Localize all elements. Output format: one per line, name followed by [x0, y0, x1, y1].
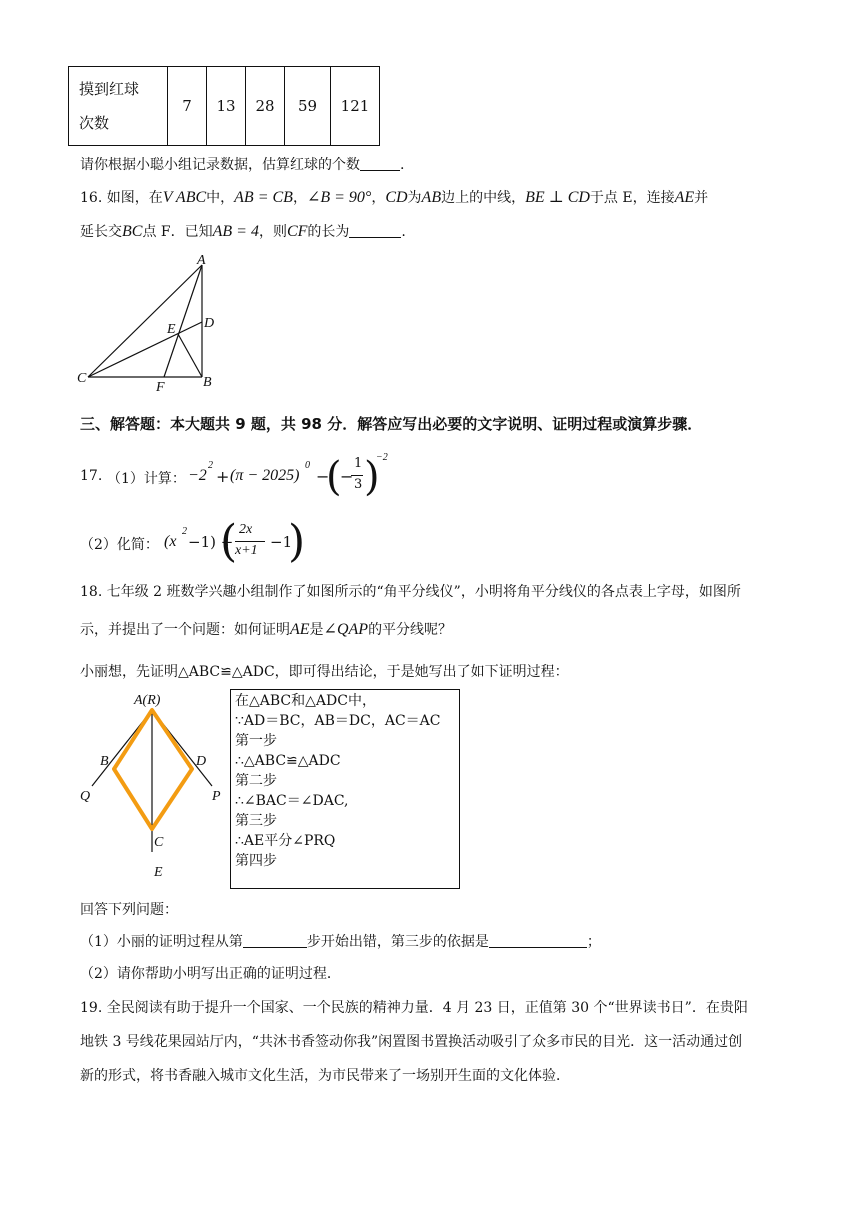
math-exponent: 2	[208, 460, 213, 471]
fraction-denominator: 3	[354, 477, 363, 492]
q18-line1	[80, 582, 741, 602]
section-heading: 三、解答题：本大题共 9 题，共 98 分．解答应写出必要的文字说明、证明过程或演算步骤．	[80, 415, 703, 433]
math-expr: CF	[286, 223, 308, 240]
orange-rhombus	[114, 710, 192, 829]
proof-line: 第三步	[235, 813, 277, 829]
proof-line: 第一步	[235, 733, 277, 749]
label-a: A	[197, 253, 206, 268]
math-expr: AB	[421, 189, 442, 206]
question-number: 16.	[80, 190, 103, 206]
q17-label: （1）计算：	[107, 471, 186, 487]
answer-intro: 回答下列问题：	[80, 902, 178, 918]
q19-line2: 地铁 3 号线花果园站厅内，“共沐书香签动你我”闲置图书置换活动吸引了众多市民的目光．这一活动通过创	[80, 1034, 743, 1050]
row-label-line1: 摸到红球	[79, 80, 140, 98]
label-q: Q	[80, 789, 91, 804]
table-cell: 7	[168, 67, 207, 146]
math-triangle: V ABC	[162, 189, 207, 206]
q19-text: 全民阅读有助于提升一个国家、一个民族的精神力量．4 月 23 日，正值第 30 个“世界读书日”．在贵阳	[106, 1000, 748, 1016]
q19-line3: 新的形式，将书香融入城市文化生活，为市民带来了一场别开生面的文化体验．	[80, 1068, 570, 1084]
label-b: B	[203, 375, 212, 390]
q18-sub1	[80, 932, 601, 952]
table-cell: 121	[331, 67, 380, 146]
q18-text: 七年级 2 班数学兴趣小组制作了如图所示的“角平分线仪”，小明将角平分线仪的各点表上字母，如图所	[106, 584, 741, 600]
q18-line3: 小丽想，先证明△ABC≌△ADC，即可得出结论，于是她写出了如下证明过程：	[80, 664, 569, 680]
fraction-denominator: x+1	[235, 543, 258, 558]
q18-text: 是	[309, 622, 324, 638]
answer-blank	[360, 156, 400, 171]
proof-line: 第四步	[235, 853, 277, 869]
answer-blank	[349, 223, 401, 238]
math-operator: +	[216, 467, 230, 486]
q16-line2	[80, 222, 406, 242]
math-exponent: 2	[182, 526, 187, 537]
proof-line: ∴∠BAC＝∠DAC,	[235, 793, 349, 809]
answer-blank	[489, 933, 587, 948]
fraction-numerator: 1	[354, 456, 363, 471]
label-b: B	[100, 754, 109, 769]
q19-line1	[80, 998, 748, 1018]
q16-text: 中，	[206, 190, 235, 206]
q16-text: 点 F．已知	[142, 224, 213, 240]
q16-text: ，	[292, 190, 307, 206]
q18-text: 步开始出错，第三步的依据是	[306, 934, 489, 950]
q16-text: 的长为	[307, 224, 350, 240]
q17-part1	[80, 452, 388, 502]
math-operator: −	[340, 467, 354, 486]
math-expr: (π − 2025)	[230, 467, 300, 484]
paren-left: (	[326, 454, 342, 500]
q15-end: .	[400, 157, 405, 173]
row-label-line2: 次数	[79, 114, 110, 132]
q16-text: 边上的中线，	[441, 190, 526, 206]
q16-text: 并	[694, 190, 709, 206]
q15-sentence: 请你根据小聪小组记录数据，估算红球的个数	[80, 157, 360, 173]
label-f: F	[156, 380, 165, 395]
math-expr: BC	[122, 223, 143, 240]
row-header-cell	[69, 67, 168, 146]
q16-text: ，则	[258, 224, 287, 240]
math-expr: −1	[270, 533, 293, 551]
label-c: C	[154, 835, 164, 850]
label-c: C	[77, 371, 87, 386]
proof-line: ∴AE平分∠PRQ	[235, 833, 336, 849]
fraction-bar	[351, 475, 363, 476]
math-expr: ∠QAP	[323, 621, 369, 638]
red-ball-count-table	[68, 66, 380, 146]
q18-text: （1）小丽的证明过程从第	[80, 934, 243, 950]
table-row	[69, 67, 380, 146]
label-d: D	[204, 316, 215, 331]
table-cell: 13	[207, 67, 246, 146]
question-number: 19.	[80, 1000, 103, 1016]
paren-left: (	[220, 516, 238, 567]
q18-text: 的平分线呢？	[368, 622, 453, 638]
proof-box	[230, 689, 460, 889]
q17-part2	[80, 516, 380, 567]
table-cell: 28	[246, 67, 285, 146]
q16-text: 延长交	[80, 224, 122, 240]
angle-bisector-figure	[74, 686, 224, 882]
q16-text: ，	[371, 190, 386, 206]
proof-line: 第二步	[235, 773, 277, 789]
math-exponent: 0	[305, 460, 310, 471]
q16-end: .	[401, 224, 406, 240]
math-operator: −1) ÷	[188, 533, 234, 551]
fraction-numerator: 2x	[239, 522, 253, 537]
proof-line: ∵AD＝BC，AB＝DC，AC＝AC	[235, 713, 441, 729]
math-operator: −	[316, 467, 330, 486]
proof-line: ∴△ABC≌△ADC	[235, 753, 341, 769]
math-expr: ∠B = 90°	[306, 189, 372, 206]
q16-text: 为	[407, 190, 422, 206]
math-expr: AB = CB	[234, 189, 293, 206]
paren-right: )	[288, 516, 306, 567]
answer-blank	[243, 933, 307, 948]
triangle-figure-q16	[70, 250, 230, 395]
q18-text: 示，并提出了一个问题：如何证明	[80, 622, 290, 638]
math-expr: CD	[385, 189, 408, 206]
math-expr: AB = 4	[212, 223, 259, 240]
q16-line1	[80, 188, 708, 208]
q18-text: ；	[586, 934, 601, 950]
math-expr: AE	[674, 189, 695, 206]
q15-text	[80, 155, 404, 175]
q18-line2	[80, 620, 452, 640]
question-number: 18.	[80, 584, 103, 600]
label-e: E	[167, 322, 176, 337]
q16-text: 于点 E，连接	[589, 190, 675, 206]
math-expr: (x	[164, 533, 177, 550]
q17-label: （2）化简：	[80, 537, 159, 553]
math-expr: BE ⊥ CD	[525, 189, 590, 206]
table-cell: 59	[285, 67, 331, 146]
label-d: D	[196, 754, 207, 769]
q18-sub2: （2）请你帮助小明写出正确的证明过程．	[80, 966, 341, 982]
label-p: P	[212, 789, 221, 804]
fraction-bar	[235, 541, 265, 542]
label-a-r: A(R)	[134, 693, 161, 708]
paren-right: )	[364, 454, 380, 500]
math-exponent: −2	[376, 452, 388, 463]
q16-text: 如图，在	[106, 190, 163, 206]
math-expr: −2	[188, 467, 207, 484]
label-e: E	[154, 865, 163, 880]
proof-line: 在△ABC和△ADC中，	[235, 693, 376, 709]
question-number: 17.	[80, 468, 103, 484]
math-expr: AE	[290, 621, 310, 638]
